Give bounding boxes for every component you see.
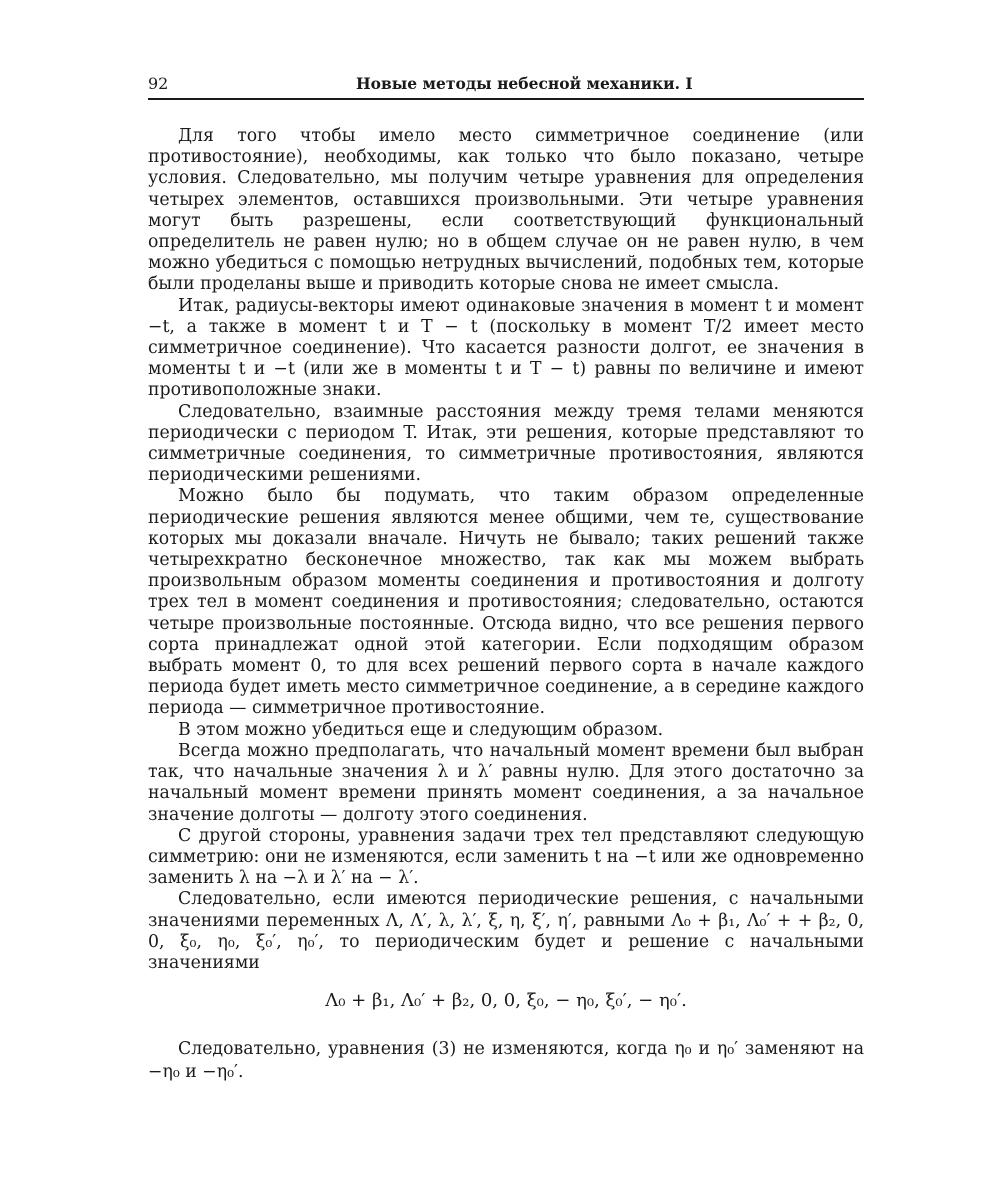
paragraph: Итак, радиусы-векторы имеют одинаковые значения в момент t и момент −t, а также в момент t и T − t (поскольку в момент T/2 имеет место симметричное соединение). Что касается разности долгот, ее значения в моменты t и −t (или же в моменты t и T − t) равны по величине и имеют противоположные знаки. xyxy=(148,295,864,401)
paragraph: В этом можно убедиться еще и следующим образом. xyxy=(178,719,664,740)
paragraph: Всегда можно предполагать, что начальный момент времени был выбран так, что начальные значения λ и λ′ равны нулю. Для этого достаточно за начальный момент времени принять момент соединения, а за начальное значение долготы — долготу этого соединения. xyxy=(148,740,864,825)
paragraph: С другой стороны, уравнения задачи трех тел представляют следующую симметрию: они не изменяются, если заменить t на −t или же одновременно заменить λ на −λ и λ′ на − λ′. xyxy=(148,825,864,889)
running-title: Новые методы небесной механики. I xyxy=(356,74,693,93)
display-formula: Λ₀ + β₁, Λ₀′ + β₂, 0, 0, ξ₀, − η₀, ξ₀′, − η₀′. xyxy=(325,990,687,1011)
paragraph: Следовательно, если имеются периодические решения, с начальными значениями переменных Λ, Λ′, λ, λ′, ξ, η, ξ′, η′, равными Λ₀ + β₁, Λ₀′ + + β₂, 0, 0, ξ₀, η₀, ξ₀′, η₀′, то периодическим будет и решение с начальными значениями xyxy=(148,889,864,973)
paragraph: Можно было бы подумать, что таким образом определенные периодические решения являются менее общими, чем те, существование которых мы доказали вначале. Ничуть не бывало; таких решений также четырехкратно бесконечное множество, так как мы можем выбрать произвольным образом моменты соединения и противостояния и долготу трех тел в момент соединения и противостояния; следовательно, остаются четыре произвольные постоянные. Отсюда видно, что все решения первого сорта принадлежат одной этой категории. Если подходящим образом выбрать момент 0, то для всех решений первого сорта в начале каждого периода будет иметь место симметричное соединение, а в середине каждого периода — симметричное противостояние. xyxy=(148,486,864,719)
body-text xyxy=(148,126,864,974)
paragraph: Для того чтобы имело место симметричное соединение (или противостояние), необходимы, как только что было показано, четыре условия. Следовательно, мы получим четыре уравнения для определения четырех элементов, оставшихся произвольными. Эти четыре уравнения могут быть разрешены, если соответствующий функциональный определитель не равен нулю; но в общем случае он не равен нулю, в чем можно убедиться с помощью нетрудных вычислений, подобных тем, которые были проделаны выше и приводить которые снова не имеет смысла. xyxy=(148,126,864,295)
closing-paragraph: Следовательно, уравнения (3) не изменяются, когда η₀ и η₀′ заменяют на −η₀ и −η₀′. xyxy=(148,1039,864,1082)
page-number: 92 xyxy=(148,74,169,93)
paragraph: Следовательно, взаимные расстояния между тремя телами меняются периодически с периодом T. Итак, эти решения, которые представляют то симметричные соединения, то симметричные противостояния, являются периодическими решениями. xyxy=(148,401,864,486)
page-header xyxy=(148,70,864,100)
